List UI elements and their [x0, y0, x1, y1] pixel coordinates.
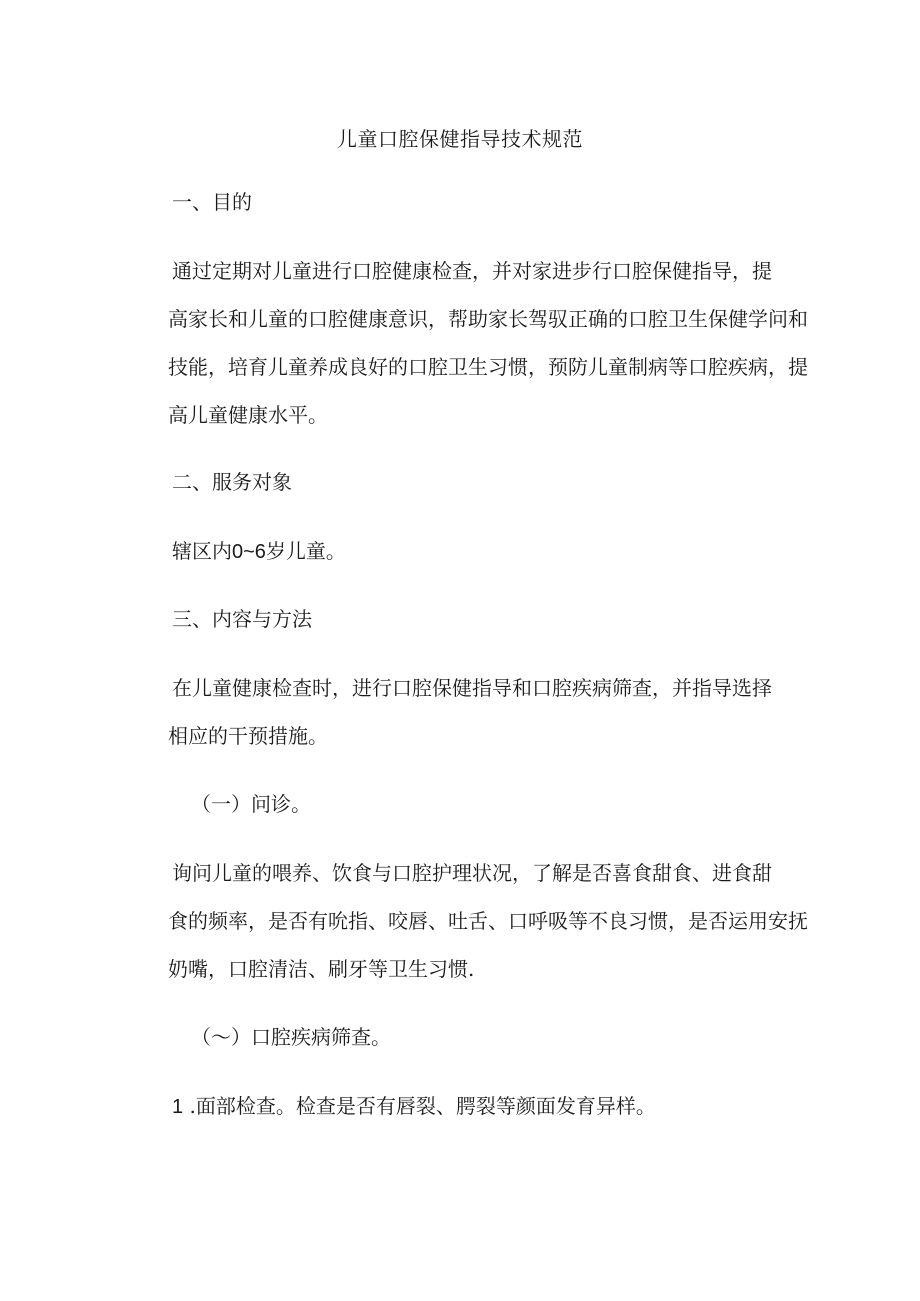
subsection-heading-screening: （～）口腔疾病筛查。	[191, 1025, 391, 1049]
content-method-line-2: 相应的干预措施。	[168, 724, 328, 748]
purpose-line-2: 高家长和儿童的口腔健康意识，帮助家长驾驭正确的口腔卫生保健学问和	[168, 307, 808, 331]
service-target-text	[172, 537, 346, 566]
inquiry-line-1: 询问儿童的喂养、饮食与口腔护理状况，了解是否喜食甜食、进食甜	[172, 861, 772, 885]
purpose-line-1: 通过定期对儿童进行口腔健康检查，并对家进步行口腔保健指导，提	[172, 259, 772, 283]
item-text: .面部检查。检查是否有唇裂、腭裂等颜面发育异样。	[189, 1094, 656, 1118]
service-target-suffix: 岁儿童。	[265, 539, 346, 563]
subsection-heading-inquiry: （一）问诊。	[191, 792, 311, 816]
inquiry-line-2: 食的频率，是否有吮指、咬唇、吐舌、口呼吸等不良习惯，是否运用安抚	[168, 909, 808, 933]
section-heading-content-method: 三、内容与方法	[172, 607, 312, 631]
service-target-prefix: 辖区内	[172, 539, 232, 563]
content-method-line-1: 在儿童健康检查时，进行口腔保健指导和口腔疾病筛查，并指导选择	[172, 676, 772, 700]
purpose-line-4: 高儿童健康水平。	[168, 403, 328, 427]
document-title: 儿童口腔保健指导技术规范	[337, 127, 583, 151]
screening-item-1	[172, 1092, 656, 1121]
item-number: 1	[172, 1096, 184, 1118]
purpose-line-3: 技能，培育儿童养成良好的口腔卫生习惯，预防儿童制病等口腔疾病，提	[168, 355, 808, 379]
section-heading-service-target: 二、服务对象	[172, 470, 292, 494]
section-heading-purpose: 一、目的	[172, 190, 252, 214]
age-range: 0~6	[232, 541, 266, 563]
inquiry-line-3: 奶嘴，口腔清洁、刷牙等卫生习惯.	[168, 957, 475, 981]
